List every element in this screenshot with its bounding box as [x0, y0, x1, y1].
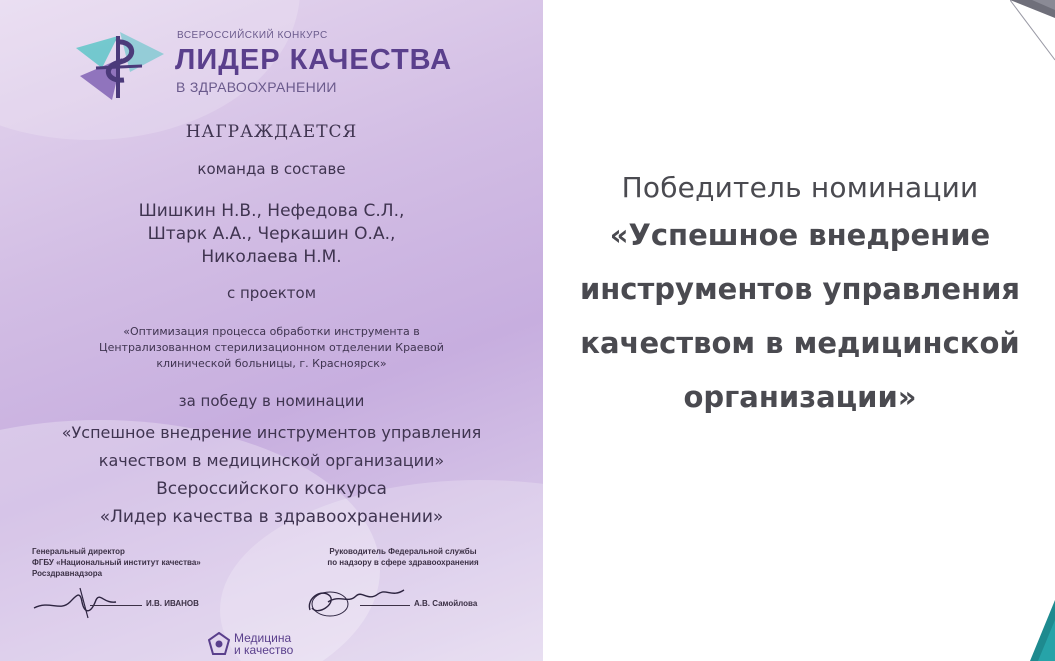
names-line: Николаева Н.М.: [201, 247, 342, 267]
sig-right-line: Руководитель Федеральной службы: [329, 547, 477, 556]
contest-logo: [72, 28, 472, 108]
caduceus-icon: [72, 28, 168, 104]
signatory-right: [288, 546, 518, 568]
sig-right-name: А.В. Самойлова: [414, 599, 478, 608]
team-names: [0, 200, 543, 269]
footer-logo: [208, 630, 328, 661]
sig-line-right: [360, 605, 410, 606]
project-line: Централизованном стерилизационном отделении Краевой: [99, 341, 444, 354]
slide-title-bold-line: качеством в медицинской: [580, 326, 1020, 360]
signatory-left: [32, 546, 252, 579]
contest-name: «Лидер качества в здравоохранении»: [99, 507, 444, 527]
sig-left-name: И.В. ИВАНОВ: [146, 599, 199, 608]
corner-decoration-bottom: [1030, 600, 1055, 661]
names-line: Штарк А.А., Черкашин О.А.,: [147, 224, 396, 244]
slide-title-bold-line: инструментов управления: [579, 272, 1021, 306]
for-win-label: за победу в номинации: [178, 392, 365, 410]
logo-top-text: ВСЕРОССИЙСКИЙ КОНКУРС: [177, 30, 328, 41]
with-project-label: с проектом: [226, 284, 317, 302]
team-label: команда в составе: [197, 160, 346, 178]
sig-left-line: Генеральный директор: [32, 547, 125, 556]
slide-title-bold-line: организации»: [683, 380, 917, 414]
slide-title-line1: Победитель номинации: [621, 171, 979, 204]
corner-decoration-top: [1010, 0, 1055, 70]
project-line: «Оптимизация процесса обработки инструмента в: [123, 325, 420, 338]
sig-right-line: по надзору в сфере здравоохранения: [327, 558, 479, 567]
nomination-title: [40, 419, 503, 475]
project-title: [60, 324, 483, 372]
sig-left-line: ФГБУ «Национальный институт качества»: [32, 558, 201, 567]
signature-right: [300, 580, 410, 624]
logo-main-text: ЛИДЕР КАЧЕСТВА: [175, 44, 453, 76]
awarded-heading: НАГРАЖДАЕТСЯ: [185, 122, 358, 142]
slide-title: [560, 168, 1040, 424]
footer-logo-line: Медицина: [234, 631, 292, 645]
project-line: клинической больницы, г. Красноярск»: [156, 357, 387, 370]
nomination-line: «Успешное внедрение инструментов управления: [61, 423, 482, 442]
footer-logo-line: и качество: [234, 643, 294, 657]
signature-left: [30, 582, 120, 622]
names-line: Шишкин Н.В., Нефедова С.Л.,: [138, 201, 405, 221]
pentagon-icon: [208, 632, 230, 656]
sig-line-left: [90, 605, 142, 606]
sig-left-line: Росздравнадзора: [32, 569, 103, 578]
slide-title-bold-line: «Успешное внедрение: [609, 218, 991, 252]
nomination-line: качеством в медицинской организации»: [98, 451, 445, 470]
footer-logo-text: [234, 632, 293, 656]
logo-sub-text: В ЗДРАВООХРАНЕНИИ: [176, 79, 337, 95]
contest-label: Всероссийского конкурса: [156, 479, 387, 499]
